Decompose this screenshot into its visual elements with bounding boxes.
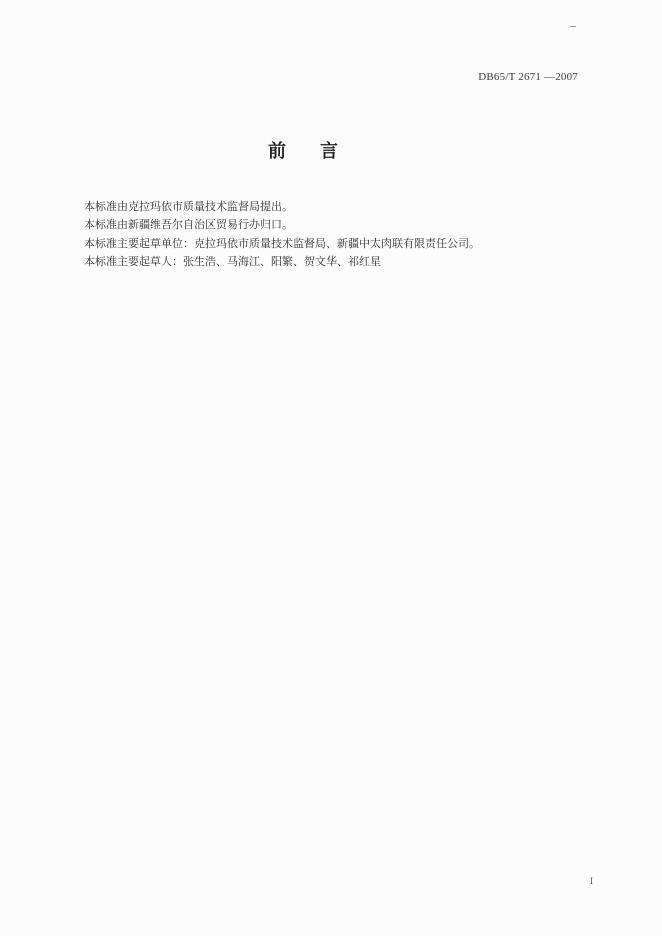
paragraph-drafters: 本标准主要起草人：张生浩、马海江、阳繁、贺文华、祁红星	[84, 254, 381, 268]
page-number: I	[590, 876, 593, 886]
paragraph-proposer: 本标准由克拉玛依市质量技术监督局提出。	[84, 200, 293, 213]
foreword-body	[84, 198, 584, 271]
paragraph-administrator: 本标准由新疆维吾尔自治区贸易行办归口。	[84, 218, 293, 232]
standard-number: DB65/T 2671 —2007	[478, 71, 578, 83]
scan-mark	[570, 26, 576, 27]
page-title: 前言	[268, 141, 372, 162]
paragraph-drafting-units: 本标准主要起草单位：克拉玛依市质量技术监督局、新疆中太肉联有限责任公司。	[84, 236, 480, 250]
